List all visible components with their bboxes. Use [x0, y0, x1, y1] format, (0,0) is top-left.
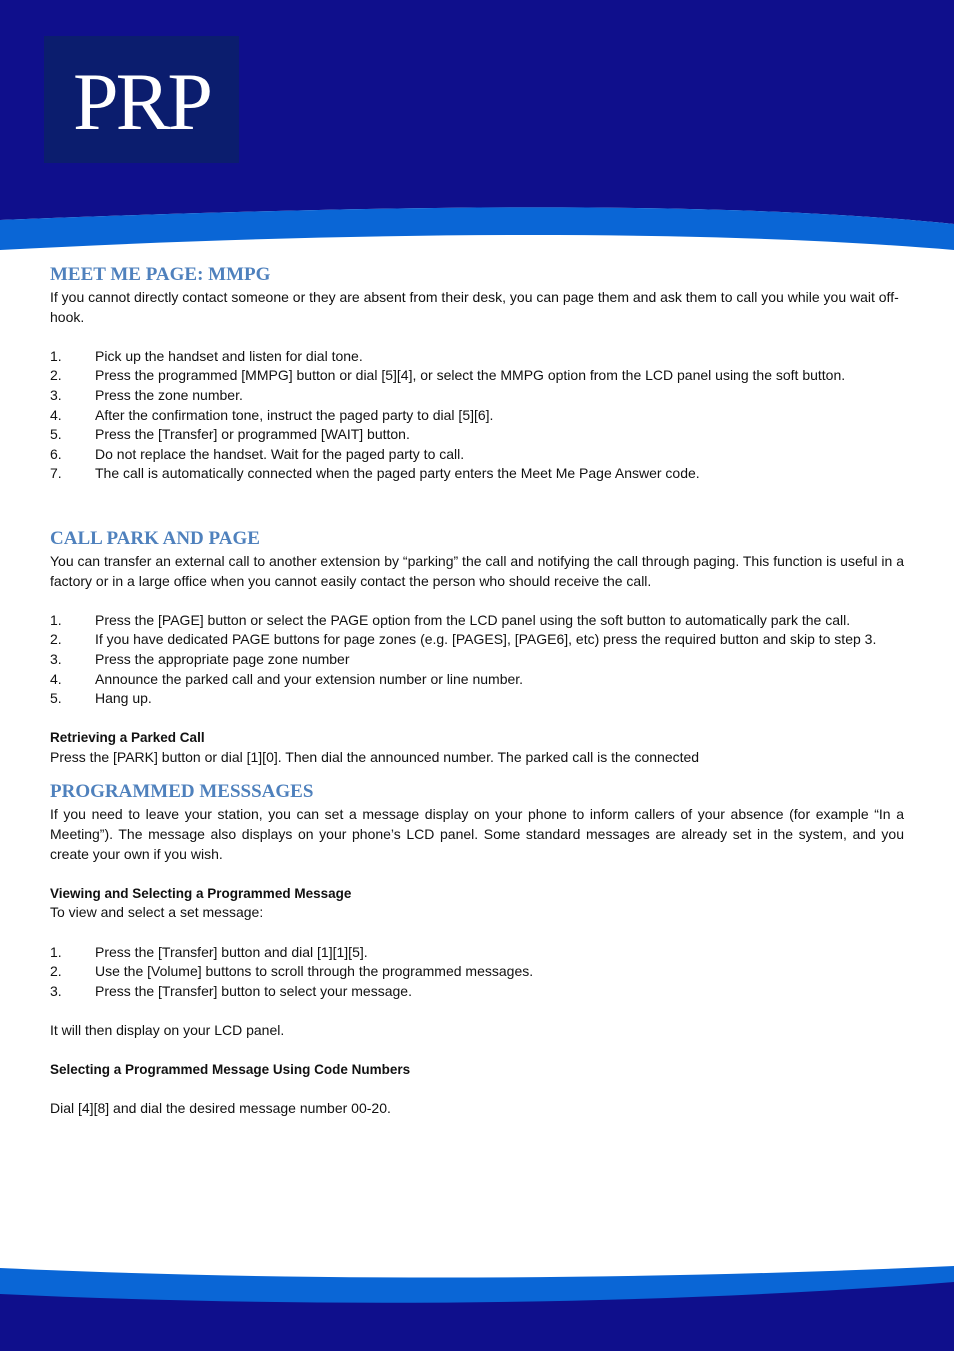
section-intro: If you cannot directly contact someone or they are absent from their desk, you can page them and ask them to call you while you wait off-hook.: [50, 289, 899, 325]
section-title-call-park: CALL PARK AND PAGE: [50, 527, 260, 549]
logo-text: PRP: [73, 55, 210, 147]
step-text: Press the [Transfer] button and dial [1][1][5].: [95, 943, 368, 960]
step-number: 1.: [50, 943, 62, 960]
company-logo: [44, 36, 239, 163]
list-item: [50, 464, 904, 484]
step-number: 3.: [50, 386, 62, 403]
list-item: [50, 445, 904, 465]
list-item: [50, 425, 904, 445]
subheading-text: To view and select a set message:: [50, 904, 264, 921]
step-number: 4.: [50, 670, 62, 687]
subheading-viewing: Viewing and Selecting a Programmed Message: [50, 885, 352, 901]
step-text: Press the programmed [MMPG] button or dial [5][4], or select the MMPG option from the LCD panel using the soft button.: [95, 367, 846, 384]
document-body: [50, 262, 904, 1119]
list-item: [50, 689, 904, 709]
section-intro: If you need to leave your station, you can set a message display on your phone to inform callers of your absence (for example “In a Meeting”). The message also displays on your phone’s LCD panel. Some standard messages are already set in the system, and you create your own if you wish.: [50, 806, 904, 862]
subheading-text: Dial [4][8] and dial the desired message number 00-20.: [50, 1100, 391, 1117]
step-text: The call is automatically connected when the paged party enters the Meet Me Page Answer code.: [95, 465, 700, 482]
step-number: 3.: [50, 650, 62, 667]
step-number: 1.: [50, 347, 62, 364]
list-item: [50, 670, 904, 690]
step-number: 7.: [50, 465, 62, 482]
step-number: 5.: [50, 690, 62, 707]
list-item: [50, 406, 904, 426]
subheading-text: Press the [PARK] button or dial [1][0]. Then dial the announced number. The parked call is the connected: [50, 748, 700, 765]
list-item: [50, 347, 904, 367]
list-item: [50, 386, 904, 406]
step-number: 4.: [50, 406, 62, 423]
list-item: [50, 650, 904, 670]
steps-list: [50, 611, 904, 709]
step-text: Press the zone number.: [95, 386, 243, 403]
list-item: [50, 611, 904, 631]
list-item: [50, 943, 904, 963]
step-number: 3.: [50, 982, 62, 999]
step-text: Do not replace the handset. Wait for the paged party to call.: [95, 445, 465, 462]
steps-list: [50, 943, 904, 1002]
list-item: [50, 962, 904, 982]
step-text: Press the [Transfer] or programmed [WAIT] button.: [95, 426, 410, 443]
step-text: Pick up the handset and listen for dial tone.: [95, 347, 363, 364]
step-text: Use the [Volume] buttons to scroll through the programmed messages.: [95, 963, 534, 980]
section-title-meet-me-page: MEET ME PAGE: MMPG: [50, 264, 271, 285]
list-item: [50, 982, 904, 1002]
step-text: Press the appropriate page zone number: [95, 650, 350, 667]
step-text: After the confirmation tone, instruct the paged party to dial [5][6].: [95, 406, 494, 423]
step-number: 2.: [50, 631, 62, 648]
step-text: Hang up.: [95, 690, 152, 707]
steps-list: [50, 347, 904, 484]
step-number: 5.: [50, 426, 62, 443]
step-text: Press the [PAGE] button or select the PAGE option from the LCD panel using the soft button to automatically park the call.: [95, 611, 851, 628]
step-number: 2.: [50, 963, 62, 980]
step-number: 6.: [50, 445, 62, 462]
step-text: If you have dedicated PAGE buttons for page zones (e.g. [PAGES], [PAGE6], etc) press the required button and skip to step 3.: [95, 631, 877, 648]
after-text: It will then display on your LCD panel.: [50, 1022, 285, 1038]
subheading-retrieving: Retrieving a Parked Call: [50, 730, 205, 746]
section-intro: You can transfer an external call to another extension by “parking” the call and notifying the call through paging. This function is useful in a factory or in a large office when you cannot easily contact the person who should receive the call.: [50, 552, 904, 589]
step-text: Announce the parked call and your extension number or line number.: [95, 670, 524, 687]
footer-banner: [0, 1262, 954, 1351]
step-text: Press the [Transfer] button to select your message.: [95, 982, 412, 999]
step-number: 1.: [50, 611, 62, 628]
list-item: [50, 366, 904, 386]
subheading-code-numbers: Selecting a Programmed Message Using Code Numbers: [50, 1062, 411, 1078]
step-number: 2.: [50, 367, 62, 384]
section-title-programmed-messages: PROGRAMMED MESSSAGES: [50, 781, 314, 803]
list-item: [50, 630, 904, 650]
